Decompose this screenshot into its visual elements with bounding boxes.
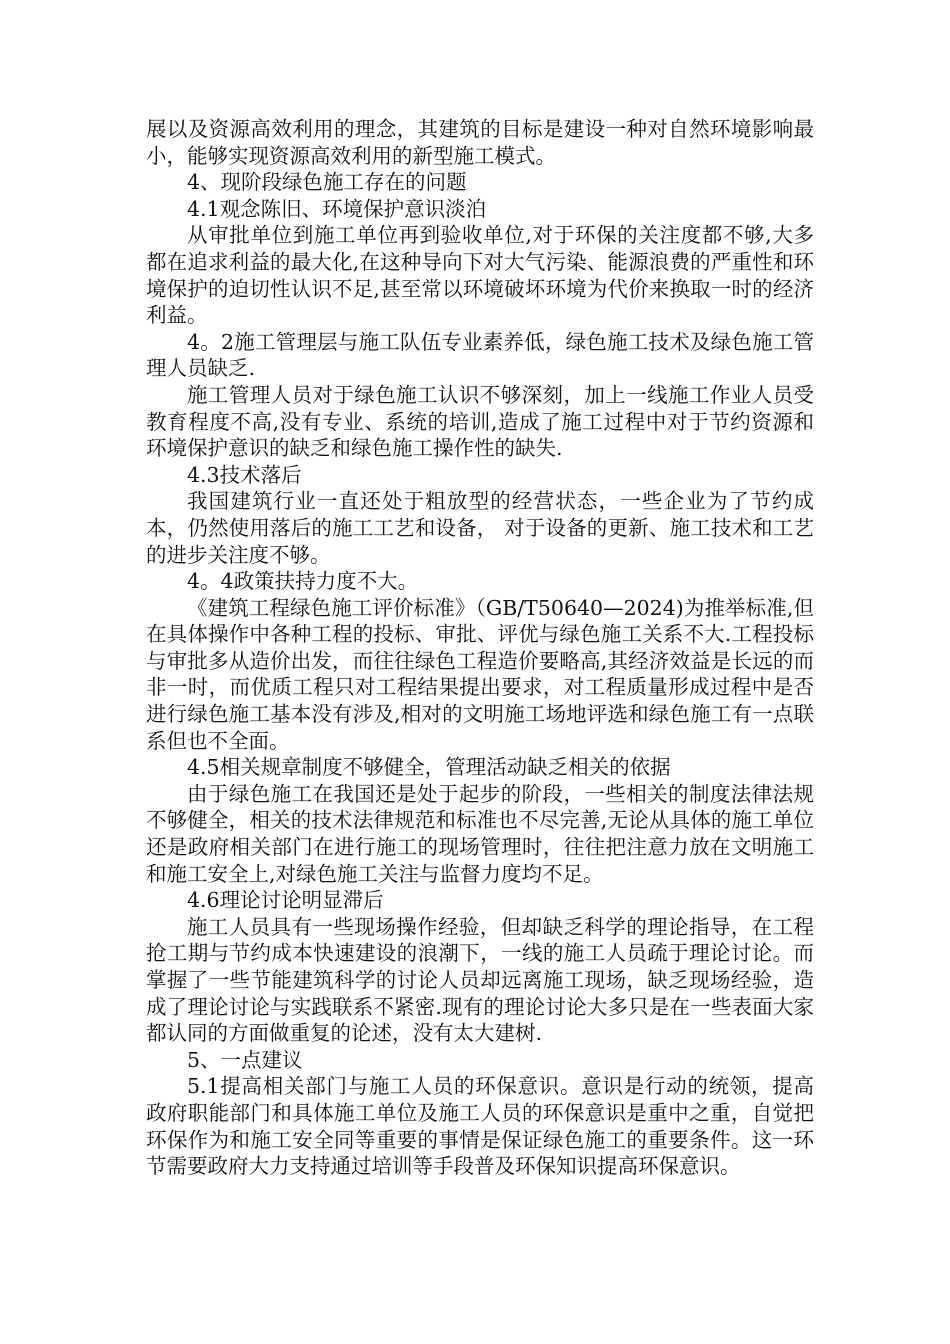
subsection-heading-4-6: 4.6理论讨论明显滞后	[187, 888, 384, 913]
paragraph-4-1-body: 从审批单位到施工单位再到验收单位,对于环保的关注度都不够,大多都在追求利益的最大化,在这种导向下对大气污染、能源浪费的严重性和环境保护的迫切性认识不足,甚至常以环境破坏环境为代价来换取一时的经济利益。	[146, 223, 814, 328]
subsection-heading-4-5: 4.5相关规章制度不够健全，管理活动缺乏相关的依据	[187, 755, 671, 780]
paragraph-4-6-body: 施工人员具有一些现场操作经验，但却缺乏科学的理论指导，在工程抢工期与节约成本快速建设的浪潮下，一线的施工人员疏于理论讨论。而掌握了一些节能建筑科学的讨论人员却远离施工现场，缺乏现场经验，造成了理论讨论与实践联系不紧密.现有的理论讨论大多只是在一些表面大家都认同的方面做重复的论述，没有太大建树.	[146, 914, 814, 1046]
paragraph-4-4-body: 《建筑工程绿色施工评价标准》（GB/T50640—2024)为推举标准,但在具体操作中各种工程的投标、审批、评优与绿色施工关系不大.工程投标与审批多从造价出发，而往往绿色工程造价要略高,其经济效益是长远的而非一时，而优质工程只对工程结果提出要求，对工程质量形成过程中是否进行绿色施工基本没有涉及,相对的文明施工场地评选和绿色施工有一点联系但也不全面。	[146, 595, 814, 753]
section-heading-5: 5、一点建议	[187, 1047, 303, 1072]
subsection-heading-4-4: 4。4政策扶持力度不大。	[187, 569, 419, 594]
paragraph-continuation: 展以及资源高效利用的理念，其建筑的目标是建设一种对自然环境影响最小，能够实现资源高效利用的新型施工模式。	[146, 117, 814, 168]
subsection-heading-4-2: 4。2施工管理层与施工队伍专业素养低，绿色施工技术及绿色施工管理人员缺乏.	[146, 329, 814, 381]
paragraph-4-3-body: 我国建筑行业一直还处于粗放型的经营状态，一些企业为了节约成本，仍然使用落后的施工工艺和设备， 对于设备的更新、施工技术和工艺的进步关注度不够。	[146, 489, 814, 567]
section-heading-4: 4、现阶段绿色施工存在的问题	[187, 170, 467, 195]
paragraph-4-5-body: 由于绿色施工在我国还是处于起步的阶段，一些相关的制度法律法规不够健全，相关的技术法律规范和标准也不尽完善,无论从具体的施工单位还是政府相关部门在进行施工的现场管理时，往往把注意力放在文明施工和施工安全上,对绿色施工关注与监督力度均不足。	[146, 781, 814, 886]
subsection-heading-4-3: 4.3技术落后	[187, 462, 302, 487]
paragraph-4-2-body: 施工管理人员对于绿色施工认识不够深刻，加上一线施工作业人员受教育程度不高,没有专业、系统的培训,造成了施工过程中对于节约资源和环境保护意识的缺乏和绿色施工操作性的缺失.	[146, 382, 814, 461]
paragraph-5-1-body: 5.1提高相关部门与施工人员的环保意识。意识是行动的统领，提高政府职能部门和具体施工单位及施工人员的环保意识是重中之重，自觉把环保作为和施工安全同等重要的事情是保证绿色施工的重要条件。这一环节需要政府大力支持通过培训等手段普及环保知识提高环保意识。	[146, 1074, 814, 1179]
subsection-heading-4-1: 4.1观念陈旧、环境保护意识淡泊	[187, 196, 487, 221]
document-body	[146, 116, 814, 1180]
